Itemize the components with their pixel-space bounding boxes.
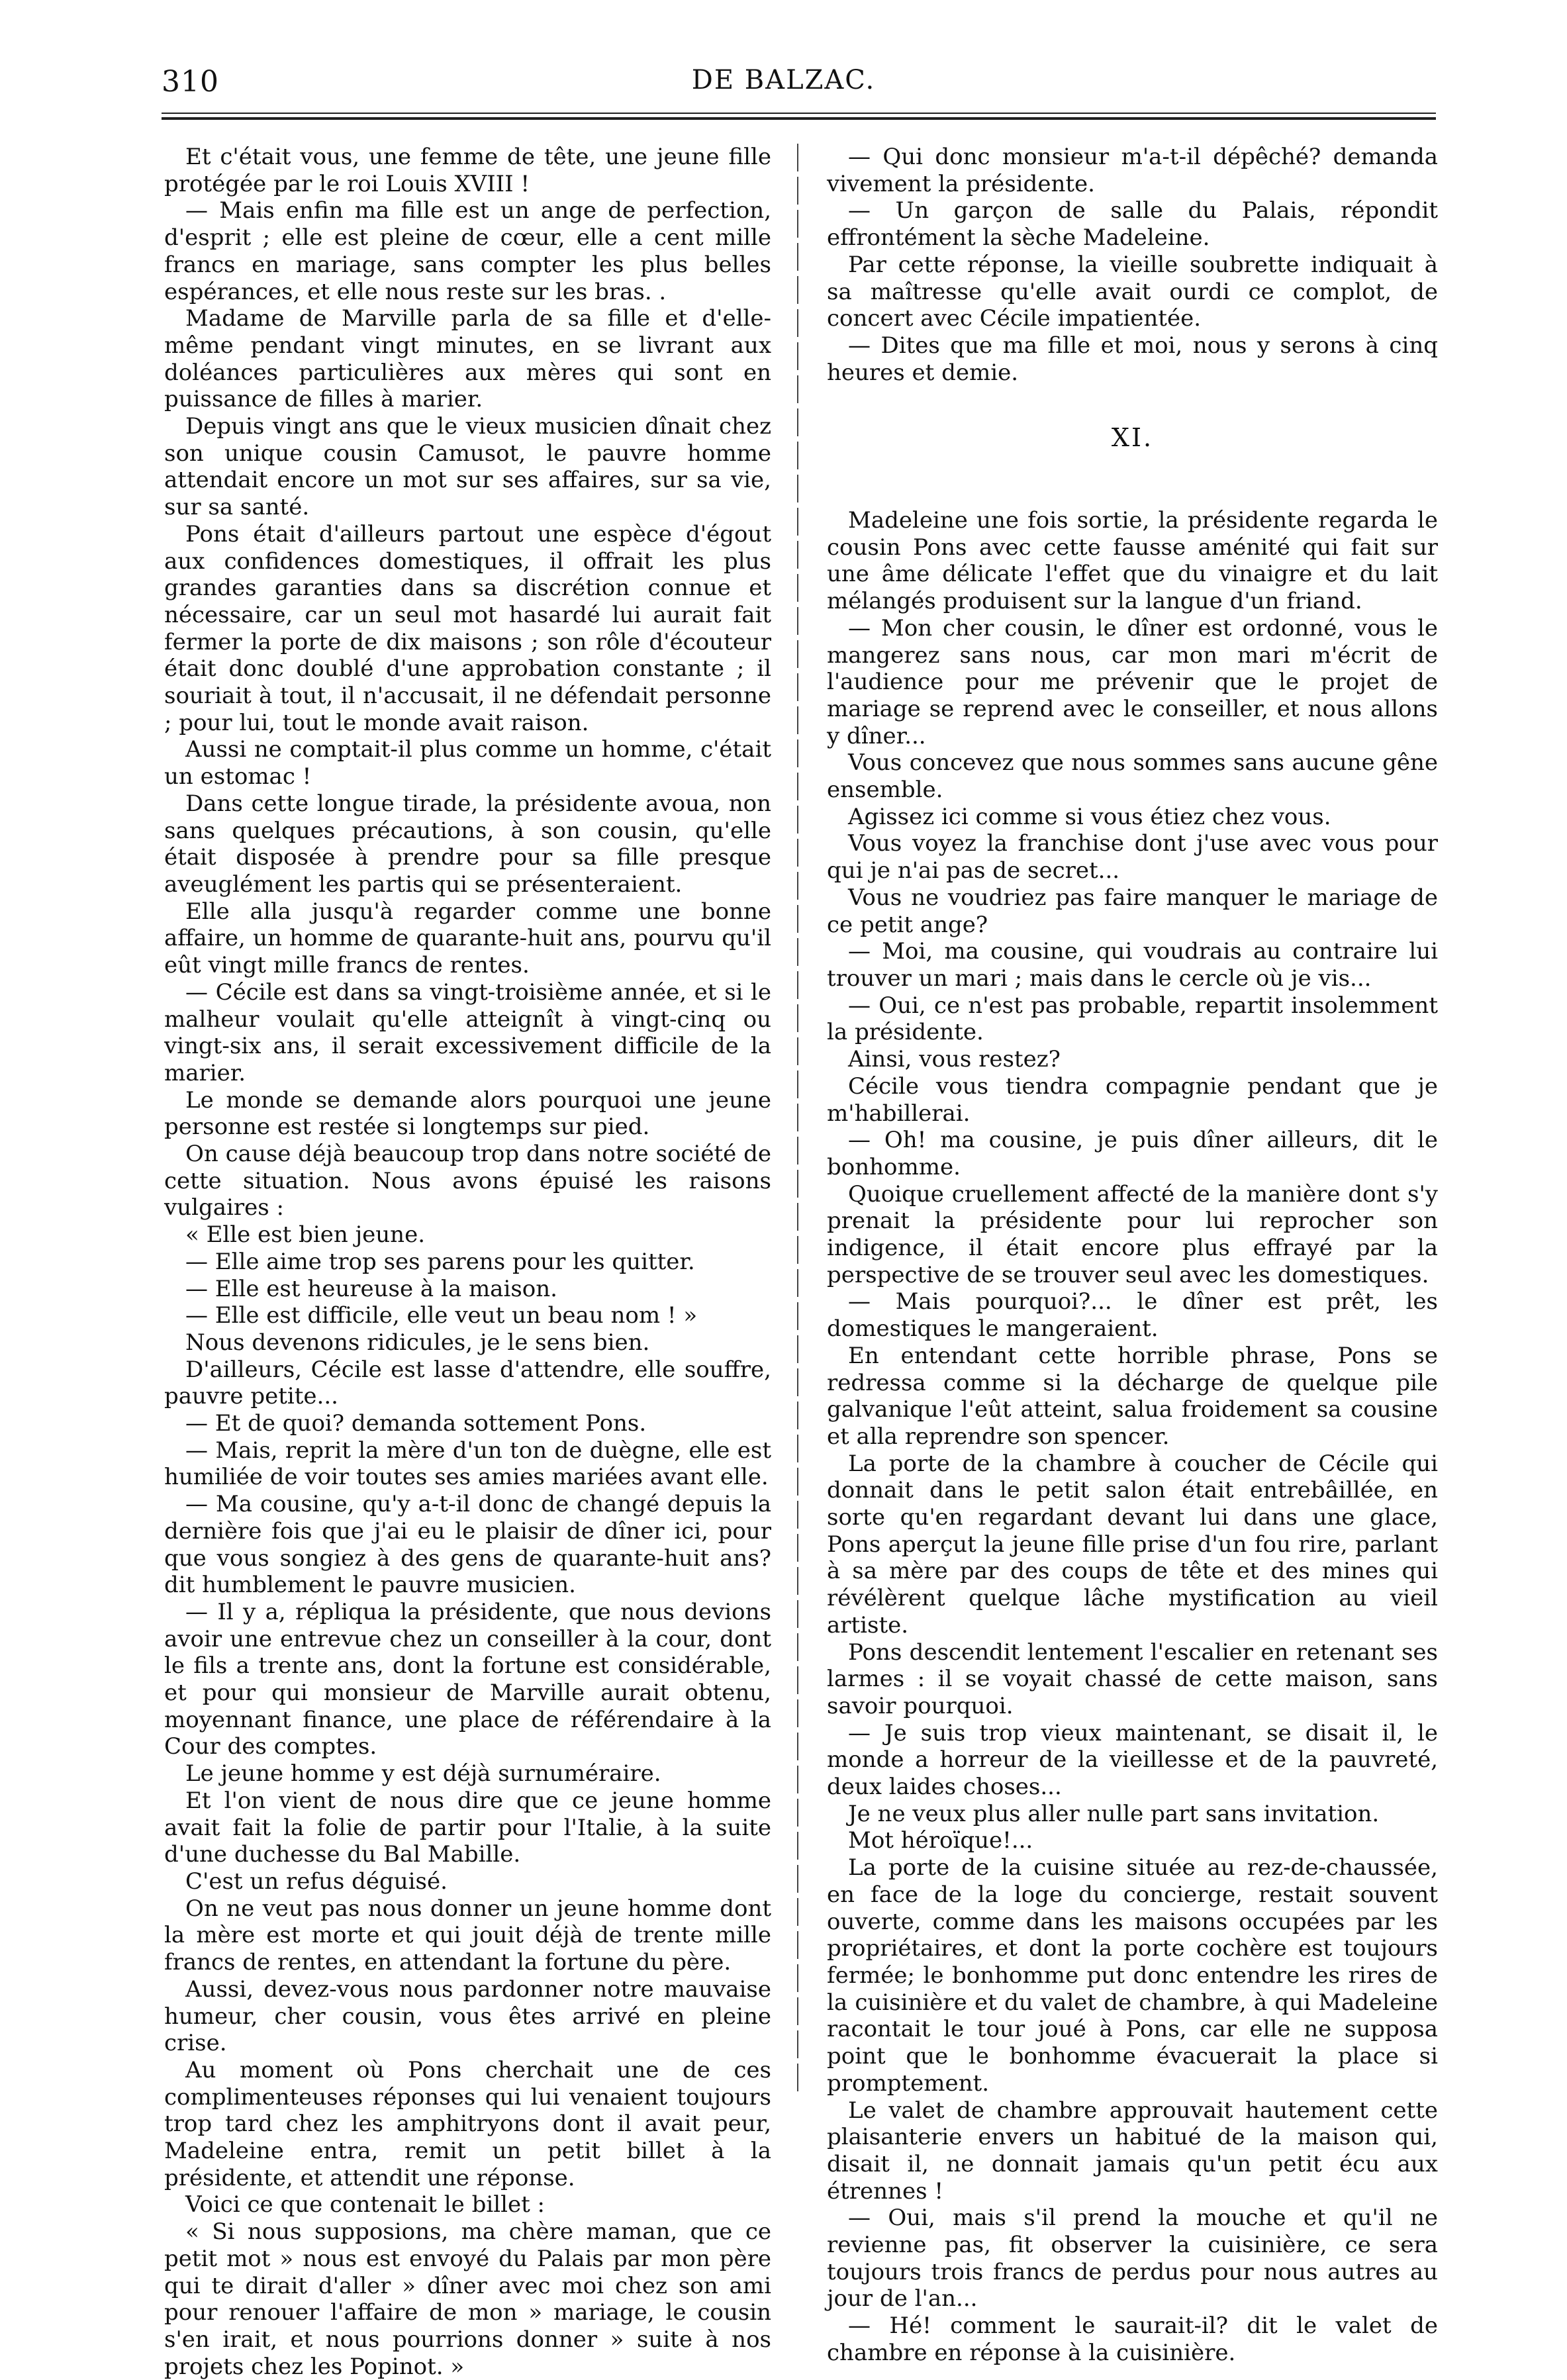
paragraph: Elle alla jusqu'à regarder comme une bonne affaire, un homme de quarante-huit ans, pourvu qu'il eût vingt mille francs de rentes. bbox=[164, 898, 771, 979]
paragraph: — Mais enfin ma fille est un ange de perfection, d'esprit ; elle est pleine de cœur, elle a cent mille francs en mariage, sans compter les plus belles espérances, et elle nous reste sur les bras. . bbox=[164, 197, 771, 305]
paragraph: — Il y a, répliqua la présidente, que nous devions avoir une entrevue chez un conseiller à la cour, dont le fils a trente ans, dont la fortune est considérable, et pour qui monsieur de Marville aurait obtenu, moyennant finance, une place de référendaire à la Cour des comptes. bbox=[164, 1598, 771, 1760]
paragraph: — Cécile est dans sa vingt-troisième année, et si le malheur voulait qu'elle atteignît à vingt-cinq ou vingt-six ans, il serait excessivement difficile de la marier. bbox=[164, 978, 771, 1086]
paragraph: Agissez ici comme si vous étiez chez vous. bbox=[848, 803, 1331, 830]
paragraph: — Un garçon de salle du Palais, répondit effrontément la sèche Madeleine. bbox=[827, 197, 1438, 252]
paragraph: Quoique cruellement affecté de la manière dont s'y prenait la présidente pour lui reprocher son indigence, il était encore plus effrayé par la perspective de se trouver seul avec les domestiques. bbox=[827, 1180, 1438, 1288]
paragraph: — Elle est difficile, elle veut un beau nom ! » bbox=[185, 1302, 698, 1329]
paragraph: — Oui, mais s'il prend la mouche et qu'il ne revienne pas, fit observer la cuisinière, ce sera toujours trois francs de perdus pour nous autres au jour de l'an... bbox=[827, 2205, 1438, 2312]
left-column bbox=[164, 144, 771, 2380]
paragraph: Mot héroïque!... bbox=[848, 1827, 1033, 1854]
header-rule-thick bbox=[162, 117, 1436, 120]
chapter-heading: XI. bbox=[1111, 423, 1154, 453]
paragraph: Aussi ne comptait-il plus comme un homme, c'était un estomac ! bbox=[164, 736, 771, 790]
paragraph: « Elle est bien jeune. bbox=[185, 1221, 425, 1249]
paragraph: Pons descendit lentement l'escalier en retenant ses larmes : il se voyait chassé de cette maison, sans savoir pourquoi. bbox=[827, 1639, 1438, 1719]
paragraph: — Mais, reprit la mère d'un ton de duègne, elle est humiliée de voir toutes ses amies mariées avant elle. bbox=[164, 1437, 771, 1491]
paragraph: On ne veut pas nous donner un jeune homme dont la mère est morte et qui jouit déjà de trente mille francs de rentes, en attendant la fortune du père. bbox=[164, 1895, 771, 1976]
paragraph: Vous voyez la franchise dont j'use avec vous pour qui je n'ai pas de secret... bbox=[827, 830, 1438, 884]
paragraph: C'est un refus déguisé. bbox=[185, 1868, 448, 1895]
paragraph: Le jeune homme y est déjà surnuméraire. bbox=[185, 1760, 661, 1787]
paragraph: — Hé! comment le saurait-il? dit le valet de chambre en réponse à la cuisinière. bbox=[827, 2312, 1438, 2366]
paragraph: Nous devenons ridicules, je le sens bien. bbox=[185, 1329, 650, 1356]
paragraph: — Moi, ma cousine, qui voudrais au contraire lui trouver un mari ; mais dans le cercle où je vis... bbox=[827, 938, 1438, 992]
paragraph: Dans cette longue tirade, la présidente avoua, non sans quelques précautions, à son cousin, qu'elle était disposée à prendre pour sa fille presque aveuglément les partis qui se présenteraient. bbox=[164, 790, 771, 898]
paragraph: En entendant cette horrible phrase, Pons se redressa comme si la décharge de quelque pile galvanique l'eût atteint, salua froidement sa cousine et alla reprendre son spencer. bbox=[827, 1342, 1438, 1450]
paragraph: — Dites que ma fille et moi, nous y serons à cinq heures et demie. bbox=[827, 332, 1438, 386]
paragraph: D'ailleurs, Cécile est lasse d'attendre, elle souffre, pauvre petite... bbox=[164, 1356, 771, 1410]
paragraph: Le valet de chambre approuvait hautement cette plaisanterie envers un habitué de la maison qui, disait il, ne donnait jamais qu'un petit écu aux étrennes ! bbox=[827, 2097, 1438, 2205]
paragraph: Et c'était vous, une femme de tête, une jeune fille protégée par le roi Louis XVIII ! bbox=[164, 144, 771, 197]
right-column bbox=[827, 144, 1438, 2366]
paragraph: On cause déjà beaucoup trop dans notre société de cette situation. Nous avons épuisé les raisons vulgaires : bbox=[164, 1141, 771, 1221]
paragraph: — Et de quoi? demanda sottement Pons. bbox=[185, 1410, 647, 1437]
paragraph: Je ne veux plus aller nulle part sans invitation. bbox=[848, 1800, 1380, 1827]
paragraph: Pons était d'ailleurs partout une espèce d'égout aux confidences domestiques, il offrait les plus grandes garanties dans sa discrétion connue et nécessaire, car un seul mot hasardé lui aurait fait fermer la porte de dix maisons ; son rôle d'écouteur était donc doublé d'une approbation constante ; il souriait à tout, il n'accusait, il ne défendait personne ; pour lui, tout le monde avait raison. bbox=[164, 520, 771, 736]
right-column-top bbox=[827, 144, 1438, 386]
paragraph: — Ma cousine, qu'y a-t-il donc de changé depuis la dernière fois que j'ai eu le plaisir de dîner ici, pour que vous songiez à des gens de quarante-huit ans? dit humblement le pauvre musicien. bbox=[164, 1491, 771, 1599]
paragraph: Madame de Marville parla de sa fille et d'elle-même pendant vingt minutes, en se livrant aux doléances particulières aux mères qui sont en puissance de filles à marier. bbox=[164, 305, 771, 413]
paragraph: Depuis vingt ans que le vieux musicien dînait chez son unique cousin Camusot, le pauvre homme attendait encore un mot sur ses affaires, sur sa vie, sur sa santé. bbox=[164, 413, 771, 521]
paragraph: Aussi, devez-vous nous pardonner notre mauvaise humeur, cher cousin, vous êtes arrivé en pleine crise. bbox=[164, 1975, 771, 2057]
paragraph: Et l'on vient de nous dire que ce jeune homme avait fait la folie de partir pour l'Italie, à la suite d'une duchesse du Bal Mabille. bbox=[164, 1787, 771, 1868]
right-column-bottom bbox=[827, 507, 1438, 2367]
paragraph: Le monde se demande alors pourquoi une jeune personne est restée si longtemps sur pied. bbox=[164, 1086, 771, 1141]
paragraph: Vous ne voudriez pas faire manquer le mariage de ce petit ange? bbox=[827, 884, 1438, 938]
header-rule-thin bbox=[162, 113, 1436, 114]
paragraph: — Qui donc monsieur m'a-t-il dépêché? demanda vivement la présidente. bbox=[827, 144, 1438, 197]
page-header bbox=[0, 0, 1567, 119]
paragraph: Cécile vous tiendra compagnie pendant que je m'habillerai. bbox=[827, 1072, 1438, 1127]
paragraph: Par cette réponse, la vieille soubrette indiquait à sa maîtresse qu'elle avait ourdi ce complot, de concert avec Cécile impatientée. bbox=[827, 251, 1438, 332]
running-title: DE BALZAC. bbox=[691, 65, 876, 95]
paragraph: Voici ce que contenait le billet : bbox=[185, 2191, 546, 2218]
paragraph: La porte de la chambre à coucher de Cécile qui donnait dans le petit salon était entrebâillée, en sorte qu'en regardant devant lui dans une glace, Pons aperçut la jeune fille prise d'un fou rire, parlant à sa mère par des coups de tête et des mines qui révélèrent quelque lâche mystification au vieil artiste. bbox=[827, 1450, 1438, 1639]
paragraph: La porte de la cuisine située au rez-de-chaussée, en face de la loge du concierge, restait souvent ouverte, comme dans les maisons occupées par les propriétaires, et dont la porte cochère est toujours fermée; le bonhomme put donc entendre les rires de la cuisinière et du valet de chambre, à qui Madeleine racontait le tour joué à Pons, car elle ne supposa point que le bonhomme évacuerait la place si promptement. bbox=[827, 1854, 1438, 2097]
paragraph: — Elle aime trop ses parens pour les quitter. bbox=[185, 1248, 695, 1275]
paragraph: — Je suis trop vieux maintenant, se disait il, le monde a horreur de la vieillesse et de la pauvreté, deux laides choses... bbox=[827, 1719, 1438, 1801]
paragraph: Madeleine une fois sortie, la présidente regarda le cousin Pons avec cette fausse aménité qui fait sur une âme délicate l'effet que du vinaigre et du lait mélangés produisent sur la langue d'un friand. bbox=[827, 507, 1438, 615]
paragraph: — Oh! ma cousine, je puis dîner ailleurs, dit le bonhomme. bbox=[827, 1127, 1438, 1180]
page-number: 310 bbox=[162, 65, 219, 99]
paragraph: Vous concevez que nous sommes sans aucune gêne ensemble. bbox=[827, 749, 1438, 804]
paragraph: — Elle est heureuse à la maison. bbox=[185, 1275, 557, 1302]
column-divider bbox=[797, 144, 798, 2097]
paragraph: — Oui, ce n'est pas probable, repartit insolemment la présidente. bbox=[827, 992, 1438, 1046]
paragraph: « Si nous supposions, ma chère maman, que ce petit mot » nous est envoyé du Palais par mon père qui te dirait d'aller » dîner avec moi chez son ami pour renouer l'affaire de mon » mariage, le cousin s'en irait, et nous pourrions donner » suite à nos projets chez les Popinot. » bbox=[164, 2218, 771, 2380]
paragraph: — Mon cher cousin, le dîner est ordonné, vous le mangerez sans nous, car mon mari m'écrit de l'audience pour me prévenir que le projet de mariage se reprend avec le conseiller, et nous allons y dîner... bbox=[827, 614, 1438, 749]
paragraph: — Mais pourquoi?... le dîner est prêt, les domestiques le mangeraient. bbox=[827, 1288, 1438, 1343]
paragraph: Ainsi, vous restez? bbox=[848, 1046, 1061, 1073]
paragraph: Au moment où Pons cherchait une de ces complimenteuses réponses qui lui venaient toujours trop tard chez les amphitryons dont il avait peur, Madeleine entra, remit un petit billet à la présidente, et attendit une réponse. bbox=[164, 2056, 771, 2191]
